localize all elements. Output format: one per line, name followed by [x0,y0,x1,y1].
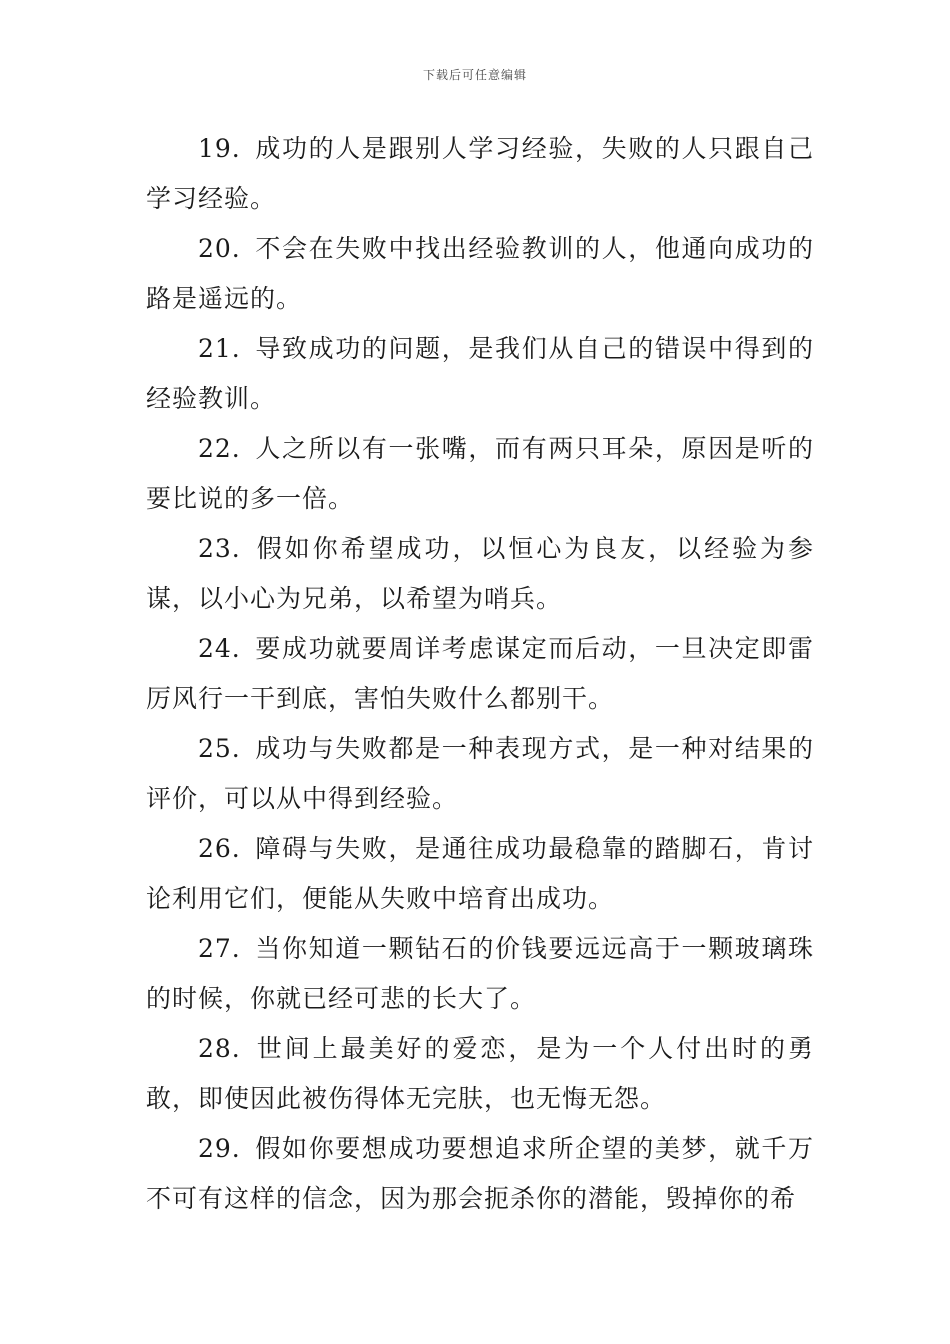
item-text: 假如你要想成功要想追求所企望的美梦，就千万不可有这样的信念，因为那会扼杀你的潜能，毁掉你的希 [146,1134,814,1213]
item-text: 人之所以有一张嘴，而有两只耳朵，原因是听的要比说的多一倍。 [146,434,814,513]
list-item [146,424,814,524]
list-item [146,524,814,624]
item-number: 20. [198,234,241,263]
item-number: 21. [198,334,241,363]
item-text: 假如你希望成功，以恒心为良友，以经验为参谋，以小心为兄弟，以希望为哨兵。 [146,534,814,613]
item-text: 成功的人是跟别人学习经验，失败的人只跟自己学习经验。 [146,134,814,213]
item-number: 25. [198,734,241,763]
item-text: 障碍与失败，是通往成功最稳靠的踏脚石，肯讨论利用它们，便能从失败中培育出成功。 [146,834,814,913]
item-number: 22. [198,434,241,463]
item-number: 23. [198,534,241,563]
item-text: 不会在失败中找出经验教训的人，他通向成功的路是遥远的。 [146,234,814,313]
list-item [146,124,814,224]
item-number: 24. [198,634,241,663]
list-item [146,324,814,424]
item-number: 19. [198,134,241,163]
item-number: 27. [198,934,241,963]
list-item [146,824,814,924]
item-number: 29. [198,1134,241,1163]
list-item [146,624,814,724]
list-item [146,1024,814,1124]
quote-list [146,124,814,1224]
item-text: 当你知道一颗钻石的价钱要远远高于一颗玻璃珠的时候，你就已经可悲的长大了。 [146,934,814,1013]
item-text: 成功与失败都是一种表现方式，是一种对结果的评价，可以从中得到经验。 [146,734,814,813]
list-item [146,1124,814,1224]
list-item [146,224,814,324]
item-text: 世间上最美好的爱恋，是为一个人付出时的勇敢，即使因此被伤得体无完肤，也无悔无怨。 [146,1034,814,1113]
item-text: 导致成功的问题，是我们从自己的错误中得到的经验教训。 [146,334,814,413]
item-text: 要成功就要周详考虑谋定而后动，一旦决定即雷厉风行一干到底，害怕失败什么都别干。 [146,634,814,713]
item-number: 26. [198,834,241,863]
item-number: 28. [198,1034,241,1063]
list-item [146,924,814,1024]
list-item [146,724,814,824]
header-note: 下载后可任意编辑 [422,68,527,82]
